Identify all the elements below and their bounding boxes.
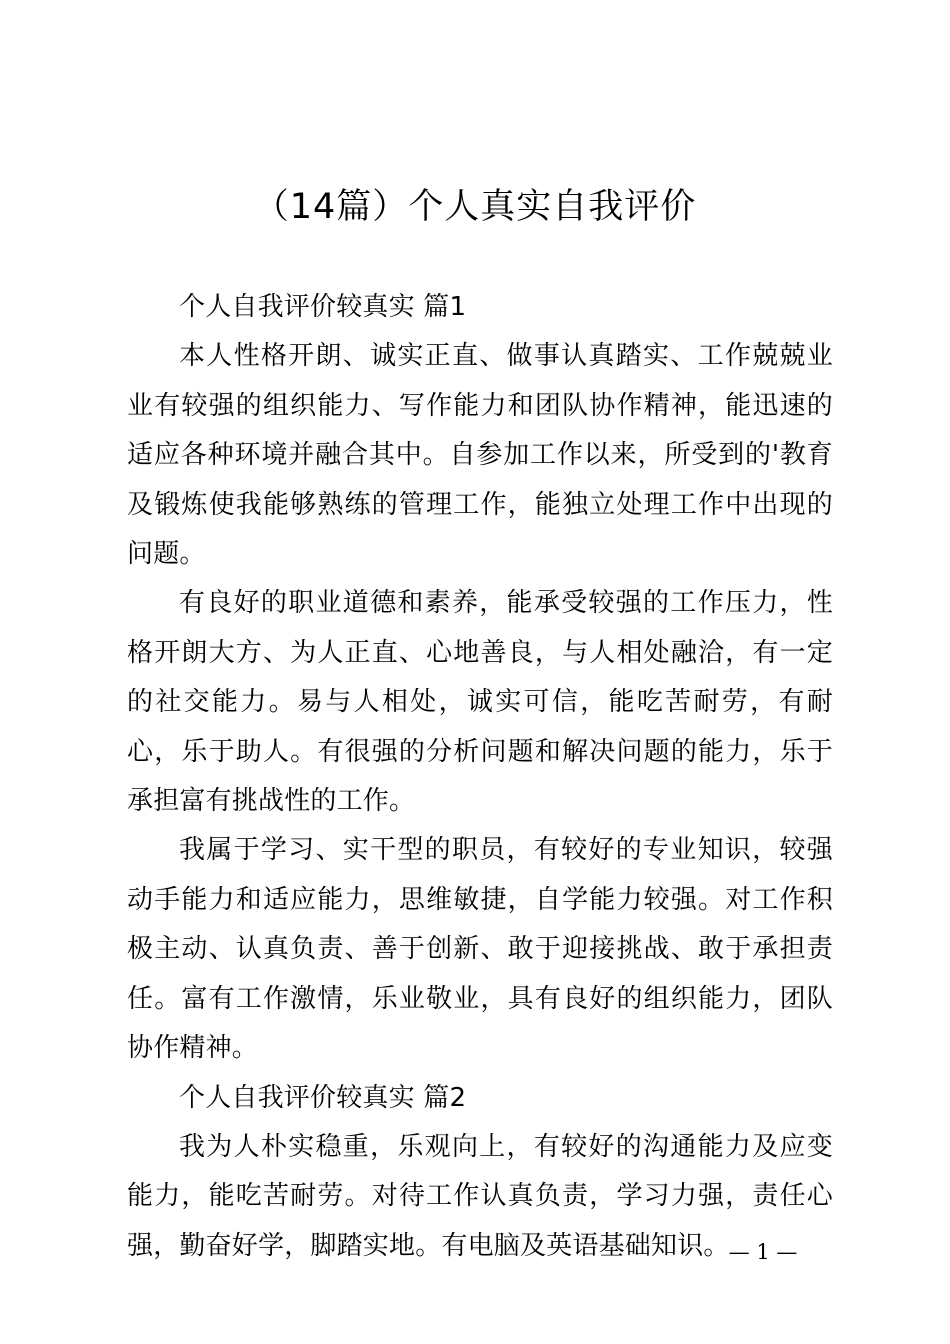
paragraph: 有良好的职业道德和素养，能承受较强的工作压力，性格开朗大方、为人正直、心地善良，与人相处融洽，有一定的社交能力。易与人相处，诚实可信，能吃苦耐劳，有耐心，乐于助人。有很强的分析问题和解决问题的能力，乐于承担富有挑战性的工作。: [127, 588, 833, 817]
section-heading-2: 个人自我评价较真实 篇2: [179, 1082, 467, 1113]
section-heading-1: 个人自我评价较真实 篇1: [179, 292, 467, 322]
document-body: [127, 283, 833, 1271]
paragraph: 我属于学习、实干型的职员，有较好的专业知识，较强动手能力和适应能力，思维敏捷，自学能力较强。对工作积极主动、认真负责、善于创新、敢于迎接挑战、敢于承担责任。富有工作激情，乐业敬业，具有良好的组织能力，团队协作精神。: [127, 835, 833, 1064]
paragraph: 本人性格开朗、诚实正直、做事认真踏实、工作兢兢业业有较强的组织能力、写作能力和团队协作精神，能迅速的适应各种环境并融合其中。自参加工作以来，所受到的'教育及锻炼使我能够熟练的管理工作，能独立处理工作中出现的问题。: [127, 341, 833, 570]
page-number: — 1 —: [728, 1240, 798, 1264]
paragraph: 我为人朴实稳重，乐观向上，有较好的沟通能力及应变能力，能吃苦耐劳。对待工作认真负责，学习力强，责任心强，勤奋好学，脚踏实地。有电脑及英语基础知识。: [127, 1131, 833, 1261]
document-title: （14篇）个人真实自我评价: [253, 187, 697, 227]
